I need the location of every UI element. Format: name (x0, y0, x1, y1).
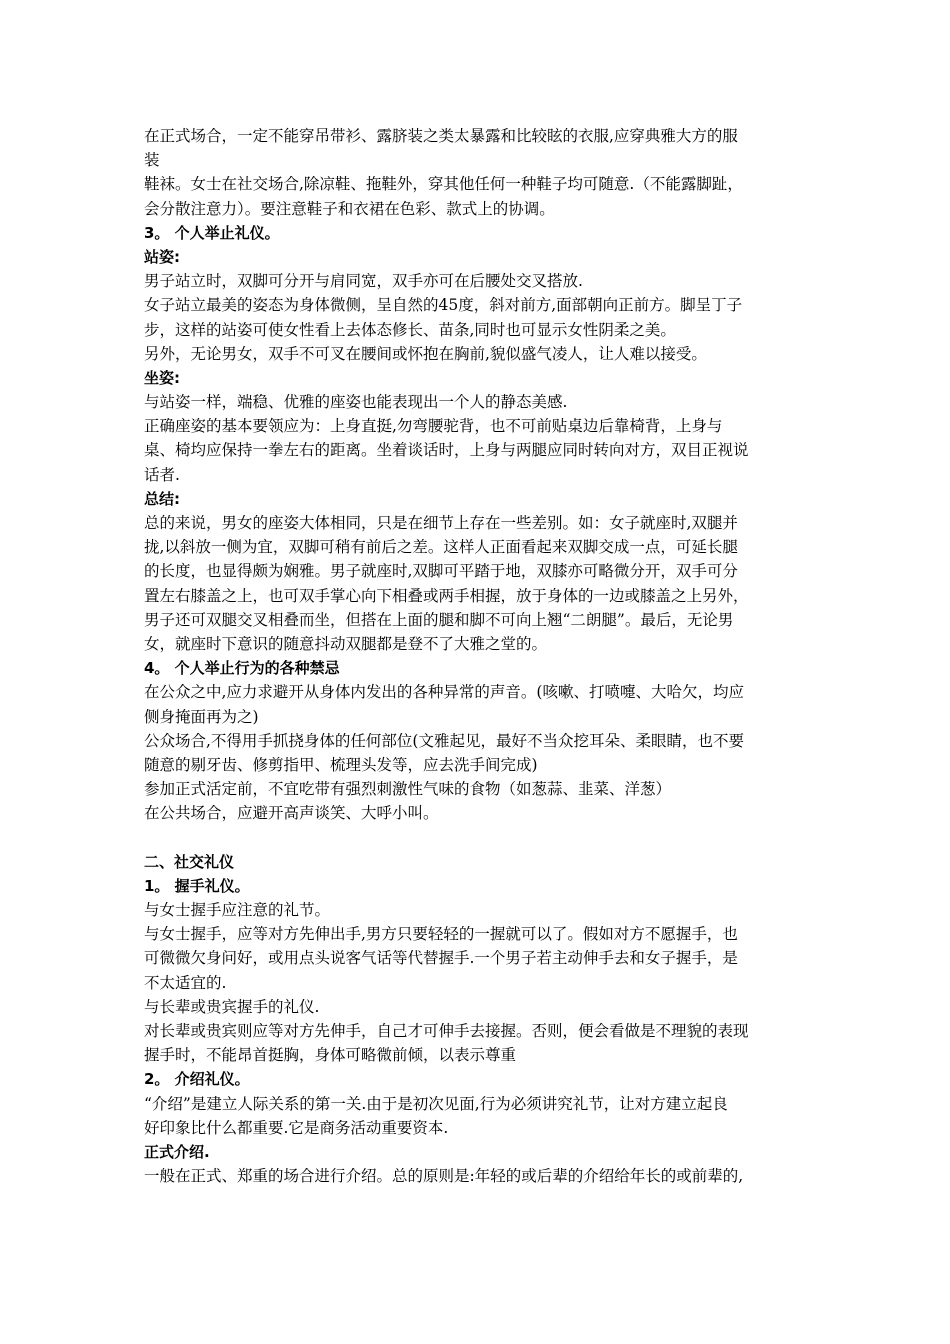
text-line: 话者. (144, 465, 180, 484)
text-line: 女，就座时下意识的随意抖动双腿都是登不了大雅之堂的。 (144, 634, 548, 653)
text-line: 步，这样的站姿可使女性看上去体态修长、苗条,同时也可显示女性阴柔之美。 (144, 320, 676, 339)
text-line: 的长度，也显得颇为娴雅。男子就座时,双脚可平踏于地，双膝亦可略微分开，双手可分 (144, 562, 738, 581)
text-line: 正确座姿的基本要领应为：上身直挺,勿弯腰驼背，也不可前贴桌边后靠椅背，上身与 (144, 417, 723, 436)
section-heading: 正式介绍. (144, 1142, 210, 1161)
text-line: 一般在正式、郑重的场合进行介绍。总的原则是:年轻的或后辈的介绍给年长的或前辈的, (144, 1167, 744, 1186)
text-line: 在公众之中,应力求避开从身体内发出的各种异常的声音。(咳嗽、打喷嚏、大哈欠，均应 (144, 683, 744, 702)
text-line: 在正式场合，一定不能穿吊带衫、露脐装之类太暴露和比较眩的衣服,应穿典雅大方的服 (144, 127, 738, 145)
text-line: 好印象比什么都重要.它是商务活动重要资本. (144, 1118, 449, 1137)
section-heading: 4。 个人举止行为的各种禁忌 (144, 659, 340, 678)
text-line: 男子站立时，双脚可分开与肩同宽，双手亦可在后腰处交叉搭放. (144, 272, 583, 291)
text-line: 不太适宜的. (144, 973, 227, 992)
text-line: 另外，无论男女，双手不可叉在腰间或怀抱在胸前,貌似盛气凌人，让人难以接受。 (144, 344, 707, 363)
text-line: 可微微欠身问好，或用点头说客气话等代替握手.一个男子若主动伸手去和女子握手，是 (144, 949, 738, 968)
text-line: 装 (144, 151, 160, 170)
section-heading: 2。 介绍礼仪。 (144, 1070, 250, 1089)
text-line: 侧身掩面再为之) (144, 707, 259, 726)
text-line: 与长辈或贵宾握手的礼仪. (144, 997, 320, 1016)
text-line: 鞋袜。女士在社交场合,除凉鞋、拖鞋外，穿其他任何一种鞋子均可随意.（不能露脚趾， (144, 175, 743, 194)
text-line: 在公共场合，应避开高声谈笑、大呼小叫。 (144, 804, 439, 823)
text-line: 与女士握手应注意的礼节。 (144, 901, 331, 919)
section-heading: 3。 个人举止礼仪。 (144, 223, 280, 242)
text-line: 随意的剔牙齿、修剪指甲、梳理头发等，应去洗手间完成) (144, 755, 538, 774)
text-line: 与站姿一样，端稳、优雅的座姿也能表现出一个人的静态美感. (144, 393, 568, 412)
text-line: 男子还可双腿交叉相叠而坐，但搭在上面的腿和脚不可向上翘“二朗腿”。最后，无论男 (144, 610, 734, 629)
text-line: 公众场合,不得用手抓挠身体的任何部位(文雅起见，最好不当众挖耳朵、柔眼睛，也不要 (144, 731, 744, 750)
text-line: “介绍”是建立人际关系的第一关.由于是初次见面,行为必须讲究礼节，让对方建立起良 (144, 1094, 728, 1113)
text-line: 对长辈或贵宾则应等对方先伸手，自己才可伸手去接握。否则，便会看做是不理貌的表现 (144, 1021, 749, 1040)
text-line: 总的来说，男女的座姿大体相同，只是在细节上存在一些差别。如：女子就座时,双腿并 (144, 514, 738, 532)
section-heading: 总结: (144, 489, 180, 508)
section-heading: 1。 握手礼仪。 (144, 876, 250, 895)
section-heading: 站姿: (144, 247, 180, 266)
section-heading: 坐姿: (144, 368, 180, 387)
text-line: 拢,以斜放一侧为宜，双脚可稍有前后之差。这样人正面看起来双脚交成一点，可延长腿 (144, 538, 738, 557)
document-body (144, 124, 814, 1188)
blank-line (144, 825, 814, 849)
text-line: 置左右膝盖之上，也可双手掌心向下相叠或两手相握，放于身体的一边或膝盖之上另外， (144, 586, 749, 605)
text-line: 握手时，不能昂首挺胸，身体可略微前倾，以表示尊重 (144, 1046, 517, 1065)
text-line: 与女士握手，应等对方先伸出手,男方只要轻轻的一握就可以了。假如对方不愿握手，也 (144, 925, 738, 944)
text-line: 参加正式活定前，不宜吃带有强烈刺激性气味的食物（如葱蒜、韭菜、洋葱） (144, 780, 672, 799)
section-heading: 二、社交礼仪 (144, 852, 235, 871)
text-line: 会分散注意力）。要注意鞋子和衣裙在色彩、款式上的协调。 (144, 199, 555, 218)
text-line: 桌、椅均应保持一拳左右的距离。坐着谈话时，上身与两腿应同时转向对方，双目正视说 (144, 441, 749, 460)
text-line: 女子站立最美的姿态为身体微侧，呈自然的45度，斜对前方,面部朝向正前方。脚呈丁子 (144, 296, 743, 315)
